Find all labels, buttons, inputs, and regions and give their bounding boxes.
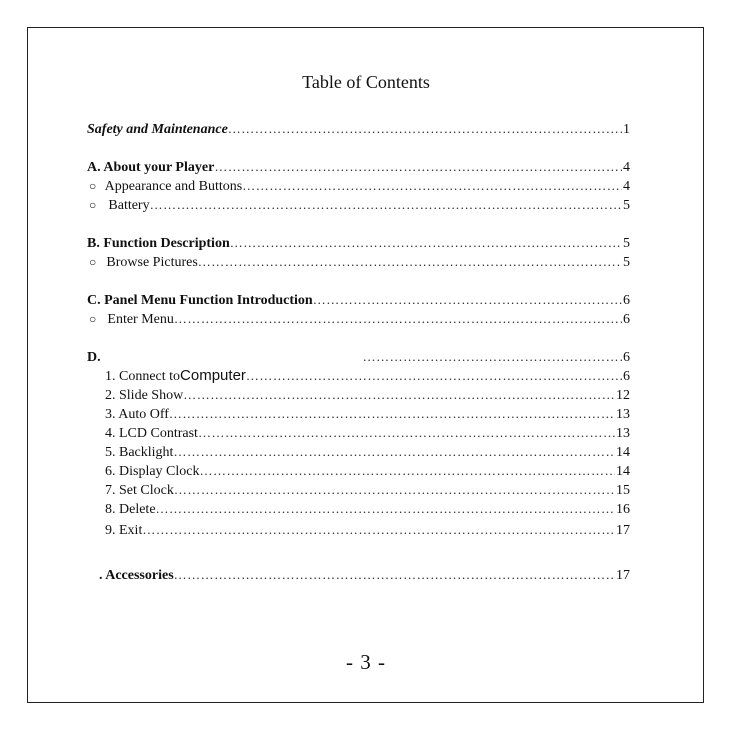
toc-entry-panel-menu[interactable] (87, 290, 630, 310)
toc-entry-label: Safety and Maintenance (87, 122, 228, 137)
toc-entry-lcd-contrast[interactable] (105, 423, 630, 443)
toc-entry-label: 7. Set Clock (105, 483, 174, 498)
toc-entry-page: 12 (616, 388, 630, 403)
leader-dots (363, 347, 622, 367)
toc-entry-function-description[interactable] (87, 233, 630, 253)
leader-dots (173, 442, 615, 462)
toc-entry-slide-show[interactable] (105, 385, 630, 405)
toc-entry-page: 14 (616, 445, 630, 460)
leader-dots (313, 290, 622, 310)
toc-entry-label: B. Function Description (87, 236, 230, 251)
toc-title: Table of Contents (302, 72, 430, 92)
leader-dots (230, 233, 622, 253)
toc-entry-label: A. About your Player (87, 160, 215, 175)
toc-entry-delete[interactable] (105, 499, 630, 519)
toc-entry-page: 5 (623, 236, 630, 251)
leader-dots (200, 461, 616, 481)
leader-dots (174, 309, 622, 329)
toc-entry-label: 8. Delete (105, 502, 156, 517)
toc-entry-page: 14 (616, 464, 630, 479)
toc-entry-label: Appearance and Buttons (104, 179, 243, 194)
leader-dots (174, 565, 615, 585)
toc-entry-label: C. Panel Menu Function Introduction (87, 293, 313, 308)
toc-entry-appearance-buttons[interactable] (87, 176, 630, 196)
toc-entry-page: 17 (616, 523, 630, 538)
leader-dots (214, 157, 622, 177)
toc-entry-about-player[interactable] (87, 157, 630, 177)
toc-entry-safety[interactable] (87, 119, 630, 139)
leader-dots (198, 423, 615, 443)
leader-dots (174, 480, 615, 500)
toc-entry-page: 16 (616, 502, 630, 517)
toc-entry-page: 6 (623, 312, 630, 327)
toc-entry-label: 5. Backlight (105, 445, 174, 460)
leader-dots (228, 119, 622, 139)
toc-entry-page: 13 (616, 426, 630, 441)
toc-entry-label: 3. Auto Off (105, 407, 169, 422)
toc-entry-page: 15 (616, 483, 630, 498)
toc-entry-label: 2. Slide Show (105, 388, 184, 403)
toc-entry-label: 9. Exit (105, 523, 143, 538)
toc-entry-page: 5 (623, 255, 630, 270)
leader-dots (198, 252, 622, 272)
toc-entry-page: 4 (623, 160, 630, 175)
toc-entry-label: Battery (108, 198, 150, 213)
leader-dots (142, 520, 615, 540)
toc-entry-page: 6 (623, 293, 630, 308)
toc-entry-exit[interactable] (105, 520, 630, 540)
toc-entry-accessories[interactable] (99, 565, 630, 585)
leader-dots (183, 385, 615, 405)
toc-entry-label: D. (87, 350, 101, 365)
toc-entry-display-clock[interactable] (105, 461, 630, 481)
bullet-icon: ○ (89, 312, 97, 326)
leader-dots (156, 499, 615, 519)
toc-entry-label: Computer (180, 367, 246, 384)
toc-entry-page: 17 (616, 568, 630, 583)
toc-entry-label: Enter Menu (107, 312, 174, 327)
toc-entry-set-clock[interactable] (105, 480, 630, 500)
toc-entry-page: 4 (623, 179, 630, 194)
toc-entry-page: 13 (616, 407, 630, 422)
toc-entry-number: 1. Connect to (105, 369, 181, 384)
bullet-icon: ○ (89, 179, 97, 193)
bullet-icon: ○ (89, 198, 97, 212)
toc-entry-page: 1 (623, 122, 630, 137)
toc-entry-label: Browse Pictures (106, 255, 198, 270)
toc-entry-page: 5 (623, 198, 630, 213)
leader-dots (246, 366, 622, 386)
toc-entry-page: 6 (623, 350, 630, 365)
toc-entry-battery[interactable] (87, 195, 630, 215)
toc-entry-browse-pictures[interactable] (87, 252, 630, 272)
toc-entry-enter-menu[interactable] (87, 309, 630, 329)
leader-dots (169, 404, 615, 424)
toc-entry-section-d[interactable] (87, 347, 630, 367)
toc-entry-backlight[interactable] (105, 442, 630, 462)
toc-entry-label: . Accessories (99, 568, 174, 583)
toc-entry-auto-off[interactable] (105, 404, 630, 424)
toc-entry-label: 4. LCD Contrast (105, 426, 198, 441)
toc-entry-connect-computer[interactable] (105, 366, 630, 386)
bullet-icon: ○ (89, 255, 97, 269)
leader-dots (150, 195, 622, 215)
toc-entry-label: 6. Display Clock (105, 464, 200, 479)
toc-entry-page: 6 (623, 369, 630, 384)
page-number: - 3 - (346, 650, 386, 674)
leader-dots (242, 176, 622, 196)
